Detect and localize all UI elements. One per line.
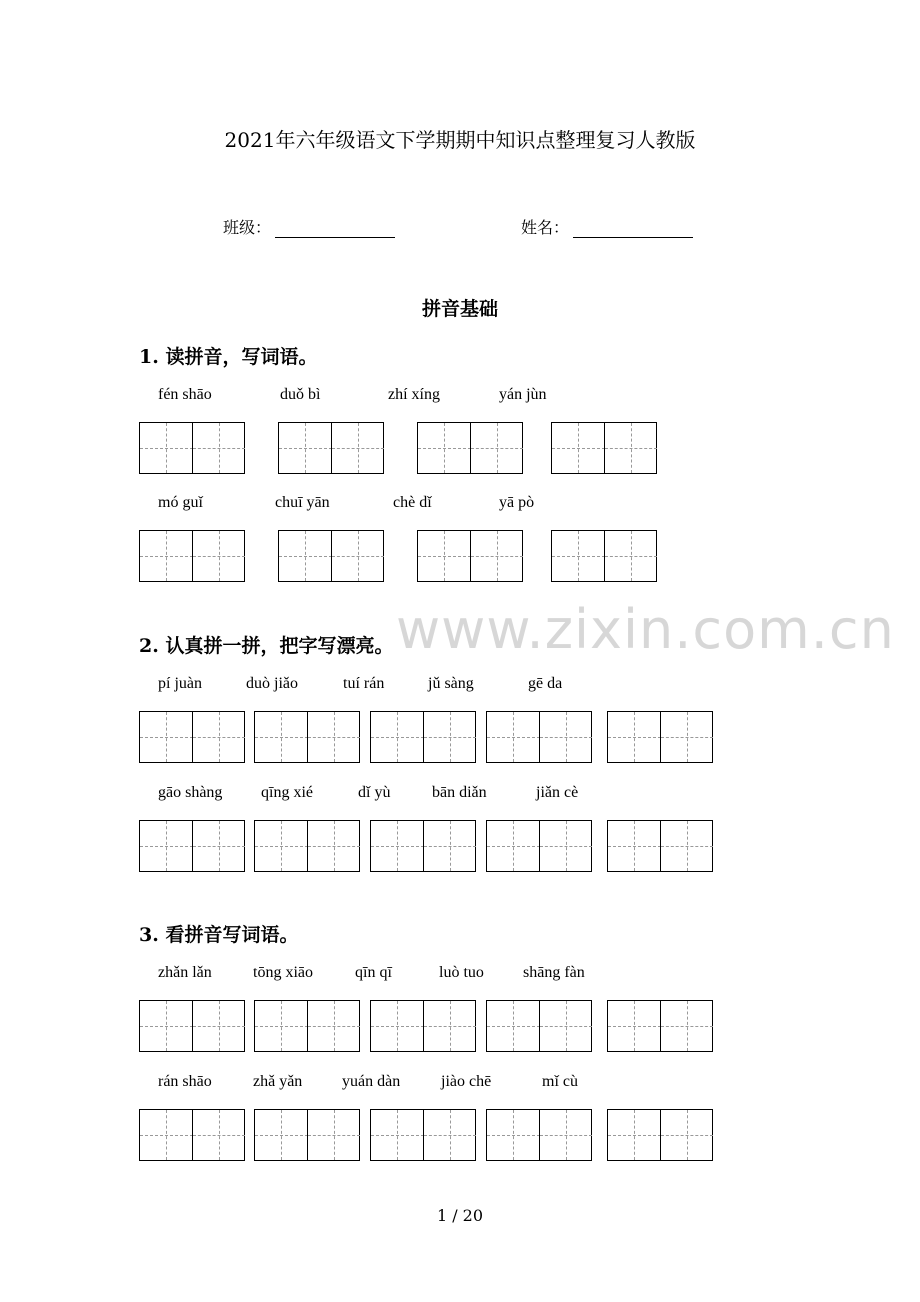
class-field xyxy=(223,215,395,238)
character-cell[interactable] xyxy=(331,531,384,581)
writing-grid[interactable] xyxy=(370,1000,476,1052)
writing-grid[interactable] xyxy=(278,530,384,582)
cell-guide-horizontal xyxy=(471,448,523,449)
pinyin-prompt: rán shāo xyxy=(158,1073,212,1090)
character-cell[interactable] xyxy=(140,423,193,473)
character-cell[interactable] xyxy=(192,423,245,473)
character-cell[interactable] xyxy=(192,1110,245,1160)
character-cell[interactable] xyxy=(487,712,540,762)
cell-guide-horizontal xyxy=(279,556,332,557)
pinyin-prompt: qīn qī xyxy=(355,964,392,981)
cell-guide-horizontal xyxy=(661,1026,713,1027)
character-cell[interactable] xyxy=(660,1110,713,1160)
cell-guide-horizontal xyxy=(487,1135,540,1136)
character-cell[interactable] xyxy=(140,821,193,871)
name-field xyxy=(521,215,693,238)
character-cell[interactable] xyxy=(423,1001,476,1051)
writing-grid[interactable] xyxy=(370,1109,476,1161)
writing-grid[interactable] xyxy=(417,422,523,474)
pinyin-prompt: pí juàn xyxy=(158,675,202,692)
character-cell[interactable] xyxy=(140,531,193,581)
cell-guide-horizontal xyxy=(308,1026,360,1027)
character-cell[interactable] xyxy=(487,1001,540,1051)
cell-guide-horizontal xyxy=(140,1135,193,1136)
writing-grid[interactable] xyxy=(370,820,476,872)
writing-grid[interactable] xyxy=(254,711,360,763)
cell-guide-horizontal xyxy=(552,448,605,449)
writing-grid[interactable] xyxy=(607,1000,713,1052)
character-cell[interactable] xyxy=(307,1001,360,1051)
cell-guide-horizontal xyxy=(371,846,424,847)
pinyin-prompt: mó guǐ xyxy=(158,494,203,511)
character-cell[interactable] xyxy=(371,712,424,762)
writing-grid[interactable] xyxy=(607,820,713,872)
cell-guide-horizontal xyxy=(540,737,592,738)
cell-guide-horizontal xyxy=(424,846,476,847)
pinyin-prompt: yán jùn xyxy=(499,386,547,403)
character-cell[interactable] xyxy=(418,423,471,473)
pinyin-prompt: qīng xié xyxy=(261,784,313,801)
character-cell[interactable] xyxy=(371,1001,424,1051)
character-cell[interactable] xyxy=(608,1110,661,1160)
pinyin-prompt: yā pò xyxy=(499,494,535,511)
pinyin-prompt: dǐ yù xyxy=(358,784,391,801)
character-cell[interactable] xyxy=(192,712,245,762)
cell-guide-horizontal xyxy=(424,1135,476,1136)
character-cell[interactable] xyxy=(660,821,713,871)
cell-guide-horizontal xyxy=(605,556,657,557)
cell-guide-horizontal xyxy=(608,737,661,738)
writing-grid[interactable] xyxy=(486,711,592,763)
cell-guide-horizontal xyxy=(193,846,245,847)
cell-guide-horizontal xyxy=(308,846,360,847)
pinyin-prompt: duò jiǎo xyxy=(246,675,298,692)
pinyin-prompt: jiào chē xyxy=(441,1073,492,1090)
cell-guide-horizontal xyxy=(371,1026,424,1027)
character-cell[interactable] xyxy=(279,531,332,581)
cell-guide-horizontal xyxy=(605,448,657,449)
pinyin-prompt: luò tuo xyxy=(439,964,484,981)
character-cell[interactable] xyxy=(604,423,657,473)
character-cell[interactable] xyxy=(192,531,245,581)
pinyin-prompt: jiǎn cè xyxy=(536,784,579,801)
section-title: 拼音基础 xyxy=(421,298,498,320)
cell-guide-horizontal xyxy=(193,737,245,738)
question-heading: 2. 认真拼一拼，把字写漂亮。 xyxy=(139,635,394,657)
character-cell[interactable] xyxy=(660,712,713,762)
pinyin-prompt: zhí xíng xyxy=(388,386,440,403)
cell-guide-horizontal xyxy=(193,556,245,557)
cell-guide-horizontal xyxy=(255,1135,308,1136)
character-cell[interactable] xyxy=(608,821,661,871)
writing-grid[interactable] xyxy=(254,1000,360,1052)
page-title: 2021年六年级语文下学期期中知识点整理复习人教版 xyxy=(224,128,696,152)
watermark: www.zixin.com.cn xyxy=(396,598,895,661)
cell-guide-horizontal xyxy=(418,448,471,449)
pinyin-prompt: gāo shàng xyxy=(158,784,223,801)
character-cell[interactable] xyxy=(539,712,592,762)
writing-grid[interactable] xyxy=(139,1000,245,1052)
cell-guide-horizontal xyxy=(308,1135,360,1136)
character-cell[interactable] xyxy=(608,1001,661,1051)
writing-grid[interactable] xyxy=(254,820,360,872)
cell-guide-horizontal xyxy=(661,737,713,738)
cell-guide-horizontal xyxy=(608,1135,661,1136)
cell-guide-horizontal xyxy=(332,556,384,557)
character-cell[interactable] xyxy=(604,531,657,581)
character-cell[interactable] xyxy=(140,712,193,762)
cell-guide-horizontal xyxy=(540,1026,592,1027)
writing-grid[interactable] xyxy=(139,530,245,582)
character-cell[interactable] xyxy=(331,423,384,473)
cell-guide-horizontal xyxy=(661,846,713,847)
cell-guide-horizontal xyxy=(140,448,193,449)
writing-grid[interactable] xyxy=(139,1109,245,1161)
writing-grid[interactable] xyxy=(607,1109,713,1161)
name-blank[interactable] xyxy=(573,219,693,238)
writing-grid[interactable] xyxy=(607,711,713,763)
character-cell[interactable] xyxy=(140,1001,193,1051)
character-cell[interactable] xyxy=(539,821,592,871)
pinyin-prompt: shāng fàn xyxy=(523,964,585,981)
character-cell[interactable] xyxy=(487,821,540,871)
character-cell[interactable] xyxy=(423,821,476,871)
writing-grid[interactable] xyxy=(486,1000,592,1052)
character-cell[interactable] xyxy=(255,712,308,762)
cell-guide-horizontal xyxy=(308,737,360,738)
pinyin-prompt: mǐ cù xyxy=(542,1073,578,1090)
cell-guide-horizontal xyxy=(608,1026,661,1027)
character-cell[interactable] xyxy=(307,1110,360,1160)
writing-grid[interactable] xyxy=(417,530,523,582)
cell-guide-horizontal xyxy=(193,1026,245,1027)
character-cell[interactable] xyxy=(423,712,476,762)
character-cell[interactable] xyxy=(660,1001,713,1051)
cell-guide-horizontal xyxy=(418,556,471,557)
writing-grid[interactable] xyxy=(254,1109,360,1161)
cell-guide-horizontal xyxy=(471,556,523,557)
cell-guide-horizontal xyxy=(552,556,605,557)
question-heading: 1. 读拼音，写词语。 xyxy=(139,346,318,368)
cell-guide-horizontal xyxy=(424,737,476,738)
character-cell[interactable] xyxy=(279,423,332,473)
pinyin-prompt: tuí rán xyxy=(343,675,385,692)
cell-guide-horizontal xyxy=(193,1135,245,1136)
cell-guide-horizontal xyxy=(255,737,308,738)
cell-guide-horizontal xyxy=(540,1135,592,1136)
name-label: 姓名： xyxy=(521,218,570,237)
writing-grid[interactable] xyxy=(551,422,657,474)
pinyin-prompt: yuán dàn xyxy=(342,1073,401,1090)
cell-guide-horizontal xyxy=(371,1135,424,1136)
character-cell[interactable] xyxy=(371,1110,424,1160)
cell-guide-horizontal xyxy=(140,737,193,738)
pinyin-prompt: zhǎn lǎn xyxy=(158,964,212,981)
cell-guide-horizontal xyxy=(332,448,384,449)
writing-grid[interactable] xyxy=(486,820,592,872)
writing-grid[interactable] xyxy=(139,711,245,763)
cell-guide-horizontal xyxy=(540,846,592,847)
class-label: 班级： xyxy=(223,218,272,237)
cell-guide-horizontal xyxy=(140,1026,193,1027)
cell-guide-horizontal xyxy=(608,846,661,847)
pinyin-prompt: duǒ bì xyxy=(280,386,321,403)
character-cell[interactable] xyxy=(255,821,308,871)
character-cell[interactable] xyxy=(539,1110,592,1160)
pinyin-prompt: tōng xiāo xyxy=(253,964,313,981)
page-number: 1 / 20 xyxy=(436,1206,484,1225)
character-cell[interactable] xyxy=(608,712,661,762)
cell-guide-horizontal xyxy=(140,556,193,557)
character-cell[interactable] xyxy=(418,531,471,581)
character-cell[interactable] xyxy=(255,1001,308,1051)
writing-grid[interactable] xyxy=(139,820,245,872)
pinyin-prompt: bān diǎn xyxy=(432,784,487,801)
character-cell[interactable] xyxy=(423,1110,476,1160)
question-heading: 3. 看拼音写词语。 xyxy=(139,924,299,946)
writing-grid[interactable] xyxy=(551,530,657,582)
character-cell[interactable] xyxy=(307,821,360,871)
class-blank[interactable] xyxy=(275,219,395,238)
character-cell[interactable] xyxy=(371,821,424,871)
pinyin-prompt: zhǎ yǎn xyxy=(253,1073,303,1090)
character-cell[interactable] xyxy=(192,821,245,871)
cell-guide-horizontal xyxy=(255,846,308,847)
cell-guide-horizontal xyxy=(255,1026,308,1027)
cell-guide-horizontal xyxy=(487,846,540,847)
pinyin-prompt: jǔ sàng xyxy=(428,675,474,692)
character-cell[interactable] xyxy=(470,423,523,473)
cell-guide-horizontal xyxy=(661,1135,713,1136)
character-cell[interactable] xyxy=(487,1110,540,1160)
pinyin-prompt: chuī yān xyxy=(275,494,330,511)
character-cell[interactable] xyxy=(307,712,360,762)
cell-guide-horizontal xyxy=(487,737,540,738)
cell-guide-horizontal xyxy=(424,1026,476,1027)
writing-grid[interactable] xyxy=(370,711,476,763)
cell-guide-horizontal xyxy=(487,1026,540,1027)
pinyin-prompt: gē da xyxy=(528,675,563,692)
character-cell[interactable] xyxy=(539,1001,592,1051)
character-cell[interactable] xyxy=(255,1110,308,1160)
pinyin-prompt: fén shāo xyxy=(158,386,212,403)
cell-guide-horizontal xyxy=(140,846,193,847)
writing-grid[interactable] xyxy=(278,422,384,474)
character-cell[interactable] xyxy=(470,531,523,581)
character-cell[interactable] xyxy=(140,1110,193,1160)
writing-grid[interactable] xyxy=(486,1109,592,1161)
character-cell[interactable] xyxy=(192,1001,245,1051)
cell-guide-horizontal xyxy=(371,737,424,738)
character-cell[interactable] xyxy=(552,531,605,581)
writing-grid[interactable] xyxy=(139,422,245,474)
character-cell[interactable] xyxy=(552,423,605,473)
pinyin-prompt: chè dǐ xyxy=(393,494,432,511)
cell-guide-horizontal xyxy=(193,448,245,449)
cell-guide-horizontal xyxy=(279,448,332,449)
